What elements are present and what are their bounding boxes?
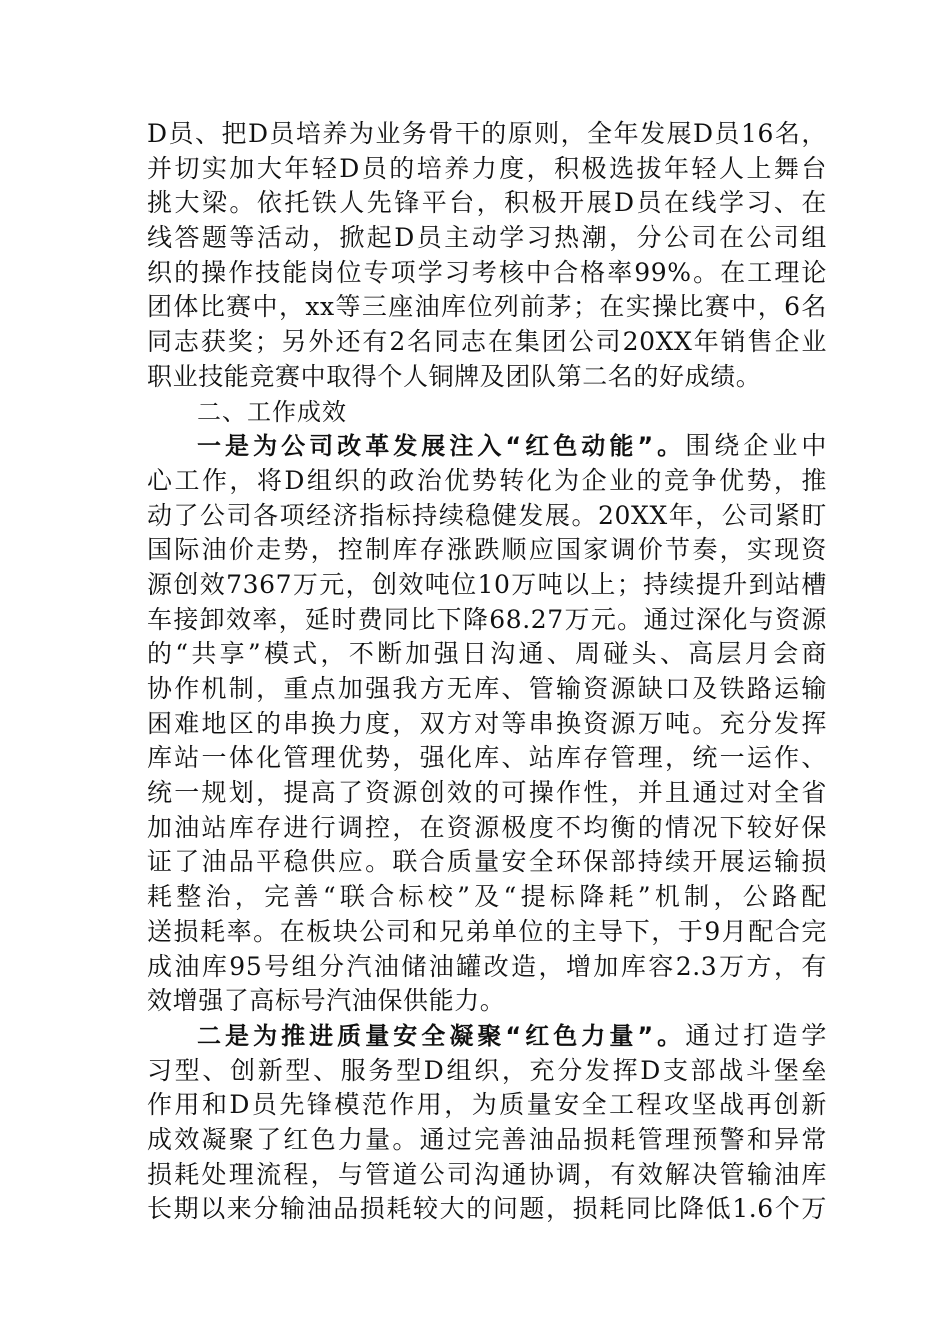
text-line: 送损耗率。在板块公司和兄弟单位的主导下，于9月配合完 [147, 916, 827, 946]
document-body [147, 117, 827, 1227]
text-line: 作用和D员先锋模范作用，为质量安全工程攻坚战再创新 [147, 1090, 827, 1120]
text-line: 源创效7367万元，创效吨位10万吨以上；持续提升到站槽 [147, 569, 827, 599]
text-line: 困难地区的串换力度，双方对等串换资源万吨。充分发挥 [147, 708, 827, 738]
text-line: 的“共享”模式，不断加强日沟通、周碰头、高层月会商 [147, 639, 827, 669]
paragraph-lead: 二是为推进质量安全凝聚“红色力量”。 [197, 1021, 686, 1050]
text-line: 线答题等活动，掀起D员主动学习热潮，分公司在公司组 [147, 223, 827, 253]
text-line: 同志获奖；另外还有2名同志在集团公司20XX年销售企业 [147, 327, 827, 357]
text-line: 成效凝聚了红色力量。通过完善油品损耗管理预警和异常 [147, 1124, 827, 1154]
text-line: 心工作，将D组织的政治优势转化为企业的竞争优势，推 [147, 465, 827, 495]
paragraph-first-line [147, 429, 827, 464]
text-line: 协作机制，重点加强我方无库、管输资源缺口及铁路运输 [147, 674, 827, 703]
text-line: 挑大梁。依托铁人先锋平台，积极开展D员在线学习、在 [147, 188, 827, 218]
paragraph-intro [147, 117, 827, 395]
text-line: 车接卸效率，延时费同比下降68.27万元。通过深化与资源 [147, 604, 827, 634]
text-line: 习型、创新型、服务型D组织，充分发挥D支部战斗堡垒 [147, 1055, 827, 1085]
text-line: 织的操作技能岗位专项学习考核中合格率99%。在工理论 [147, 257, 827, 287]
text-line: 国际油价走势，控制库存涨跌顺应国家调价节奏，实现资 [147, 535, 827, 565]
paragraph-two [147, 1019, 827, 1227]
section-heading: 二、工作成效 [197, 397, 347, 426]
paragraph-one [147, 429, 827, 1019]
text-line: 效增强了高标号汽油保供能力。 [147, 986, 506, 1016]
text-line: 证了油品平稳供应。联合质量安全环保部持续开展运输损 [147, 847, 827, 877]
text-segment: 围绕企业中 [685, 431, 827, 461]
paragraph-first-line [147, 1019, 827, 1054]
text-line: 职业技能竞赛中取得个人铜牌及团队第二名的好成绩。 [147, 361, 762, 391]
text-line: 损耗处理流程，与管道公司沟通协调，有效解决管输油库 [147, 1159, 827, 1189]
text-line: 成油库95号组分汽油储油罐改造，增加库容2.3万方，有 [147, 951, 827, 981]
text-line: 动了公司各项经济指标持续稳健发展。20XX年，公司紧盯 [147, 500, 827, 530]
text-line: 并切实加大年轻D员的培养力度，积极选拔年轻人上舞台 [147, 153, 827, 183]
text-line: 加油站库存进行调控，在资源极度不均衡的情况下较好保 [147, 812, 827, 842]
text-line: 库站一体化管理优势，强化库、站库存管理，统一运作、 [147, 743, 827, 773]
paragraph-lead: 一是为公司改革发展注入“红色动能”。 [197, 432, 686, 461]
text-line: 耗整治，完善“联合标校”及“提标降耗”机制，公路配 [147, 882, 827, 912]
text-line: D员、把D员培养为业务骨干的原则，全年发展D员16名， [147, 119, 827, 148]
text-line: 统一规划，提高了资源创效的可操作性，并且通过对全省 [147, 778, 827, 808]
text-line: 团体比赛中，xx等三座油库位列前茅；在实操比赛中，6名 [147, 292, 827, 322]
text-line: 长期以来分输油品损耗较大的问题，损耗同比降低1.6个万 [147, 1194, 827, 1224]
text-segment: 通过打造学 [685, 1020, 827, 1050]
